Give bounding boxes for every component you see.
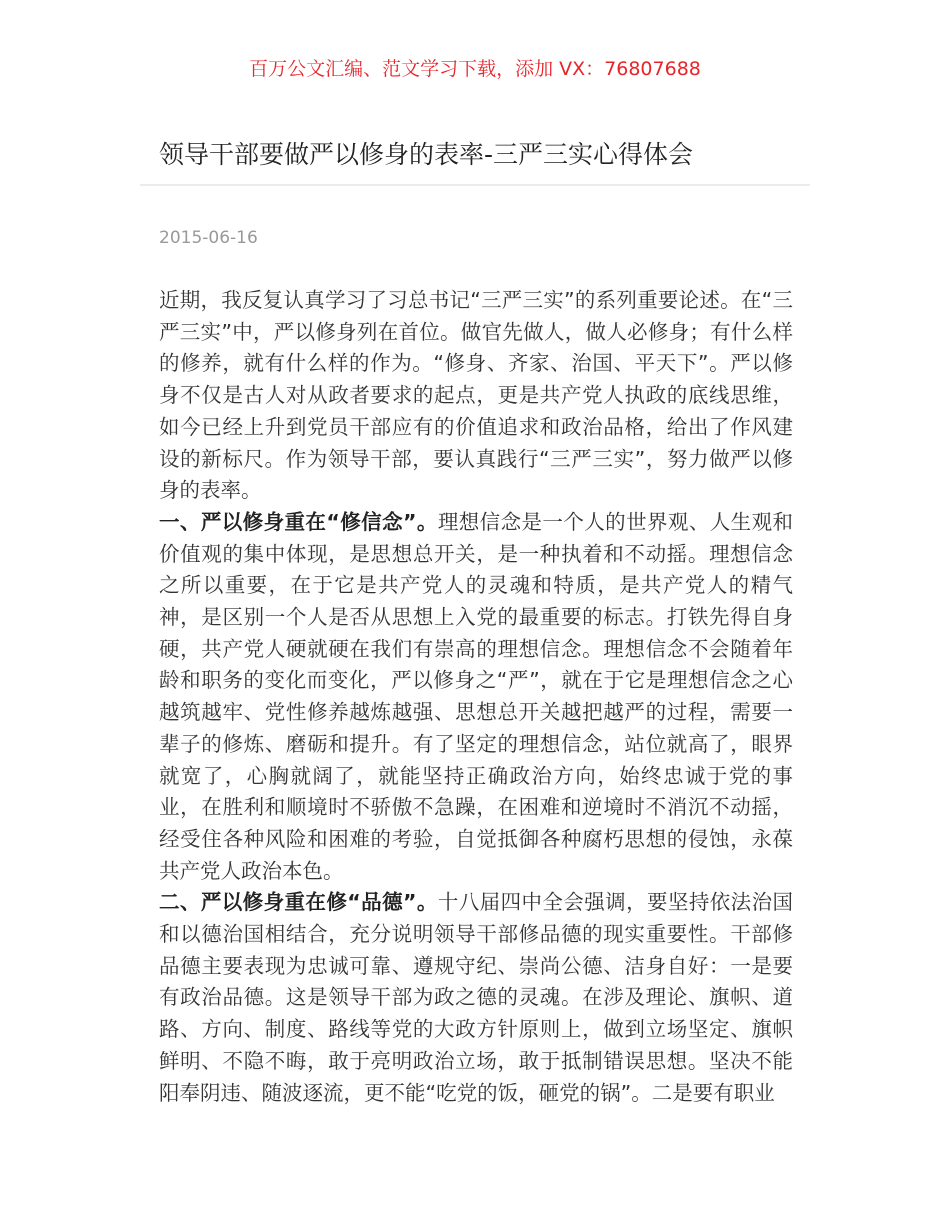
publish-date: 2015-06-16 xyxy=(159,228,258,248)
paragraph-text: 近期，我反复认真学习了习总书记“三严三实”的系列重要论述。在“三严三实”中，严以修身列在首位。做官先做人，做人必修身；有什么样的修养，就有什么样的作为。“修身、齐家、治国、平天下”。严以修身不仅是古人对从政者要求的起点，更是共产党人执政的底线思维，如今已经上升到党员干部应有的价值追求和政治品格，给出了作风建设的新标尺。作为领导干部，要认真践行“三严三实”，努力做严以修身的表率。 xyxy=(159,288,793,503)
paragraph-text: 理想信念是一个人的世界观、人生观和价值观的集中体现，是思想总开关，是一种执着和不动摇。理想信念之所以重要，在于它是共产党人的灵魂和特质，是共产党人的精气神，是区别一个人是否从思想上入党的最重要的标志。打铁先得自身硬，共产党人硬就硬在我们有崇高的理想信念。理想信念不会随着年龄和职务的变化而变化，严以修身之“严”，就在于它是理想信念之心越筑越牢、党性修养越炼越强、思想总开关越把越严的过程，需要一辈子的修炼、磨砺和提升。有了坚定的理想信念，站位就高了，眼界就宽了，心胸就阔了，就能坚持正确政治方向，始终忠诚于党的事业，在胜利和顺境时不骄傲不急躁，在困难和逆境时不消沉不动摇，经受住各种风险和困难的考验，自觉抵御各种腐朽思想的侵蚀，永葆共产党人政治本色。 xyxy=(159,509,794,883)
paragraph-intro xyxy=(159,285,793,507)
paragraph-section-1 xyxy=(159,507,793,887)
title-divider xyxy=(140,184,810,186)
promo-banner: 百万公文汇编、范文学习下载，添加 VX：76807688 xyxy=(249,58,701,80)
section-heading: 二、严以修身重在修“品德”。 xyxy=(159,890,438,915)
article-body xyxy=(159,285,793,1109)
article-title: 领导干部要做严以修身的表率-三严三实心得体会 xyxy=(159,140,694,169)
paragraph-section-2 xyxy=(159,887,793,1109)
section-heading: 一、严以修身重在“修信念”。 xyxy=(159,509,438,534)
paragraph-text: 十八届四中全会强调，要坚持依法治国和以德治国相结合，充分说明领导干部修品德的现实重要性。干部修品德主要表现为忠诚可靠、遵规守纪、崇尚公德、洁身自好：一是要有政治品德。这是领导干部为政之德的灵魂。在涉及理论、旗帜、道路、方向、制度、路线等党的大政方针原则上，做到立场坚定、旗帜鲜明、不隐不晦，敢于亮明政治立场，敢于抵制错误思想。坚决不能阳奉阴违、随波逐流，更不能“吃党的饭，砸党的锅”。二是要有职业 xyxy=(159,890,794,1105)
